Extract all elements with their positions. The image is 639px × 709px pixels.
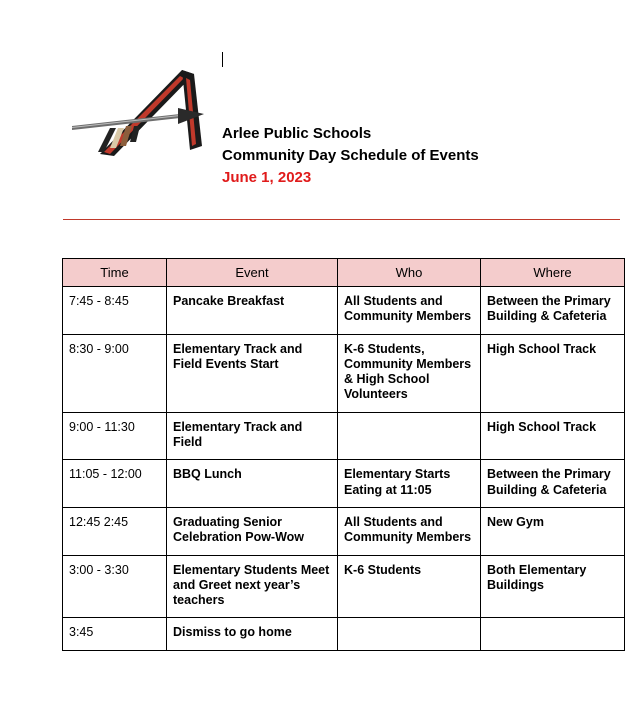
where-cell: Between the Primary Building & Cafeteria <box>481 460 625 508</box>
time-cell: 3:00 - 3:30 <box>63 555 167 618</box>
time-cell: 3:45 <box>63 618 167 650</box>
table-row <box>63 618 625 650</box>
time-cell: 11:05 - 12:00 <box>63 460 167 508</box>
event-cell: Dismiss to go home <box>167 618 338 650</box>
event-cell: Elementary Students Meet and Greet next year’s teachers <box>167 555 338 618</box>
time-cell: 8:30 - 9:00 <box>63 334 167 412</box>
event-cell: BBQ Lunch <box>167 460 338 508</box>
time-cell: 12:45 2:45 <box>63 507 167 555</box>
where-cell <box>481 618 625 650</box>
who-cell <box>338 412 481 460</box>
horizontal-rule <box>63 219 620 220</box>
column-header: Event <box>167 259 338 287</box>
who-cell: K-6 Students <box>338 555 481 618</box>
table-row <box>63 555 625 618</box>
who-cell: K-6 Students, Community Members & High School Volunteers <box>338 334 481 412</box>
who-cell: All Students and Community Members <box>338 507 481 555</box>
column-header: Where <box>481 259 625 287</box>
text-cursor <box>222 52 223 67</box>
arrowhead-letter-a-logo <box>70 66 210 156</box>
where-cell: High School Track <box>481 412 625 460</box>
table-row <box>63 507 625 555</box>
where-cell: Both Elementary Buildings <box>481 555 625 618</box>
document-title: Community Day Schedule of Events <box>222 147 479 164</box>
who-cell <box>338 618 481 650</box>
column-header: Time <box>63 259 167 287</box>
table-row <box>63 412 625 460</box>
event-cell: Graduating Senior Celebration Pow-Wow <box>167 507 338 555</box>
event-cell: Elementary Track and Field Events Start <box>167 334 338 412</box>
who-cell: All Students and Community Members <box>338 287 481 335</box>
table-header-row <box>63 259 625 287</box>
table-row <box>63 460 625 508</box>
who-cell: Elementary Starts Eating at 11:05 <box>338 460 481 508</box>
event-cell: Pancake Breakfast <box>167 287 338 335</box>
time-cell: 9:00 - 11:30 <box>63 412 167 460</box>
event-cell: Elementary Track and Field <box>167 412 338 460</box>
event-date: June 1, 2023 <box>222 169 312 186</box>
where-cell: Between the Primary Building & Cafeteria <box>481 287 625 335</box>
table-row <box>63 334 625 412</box>
where-cell: New Gym <box>481 507 625 555</box>
column-header: Who <box>338 259 481 287</box>
school-name: Arlee Public Schools <box>222 125 372 142</box>
where-cell: High School Track <box>481 334 625 412</box>
schedule-table <box>62 258 625 651</box>
table-row <box>63 287 625 335</box>
document-heading <box>222 123 479 189</box>
time-cell: 7:45 - 8:45 <box>63 287 167 335</box>
